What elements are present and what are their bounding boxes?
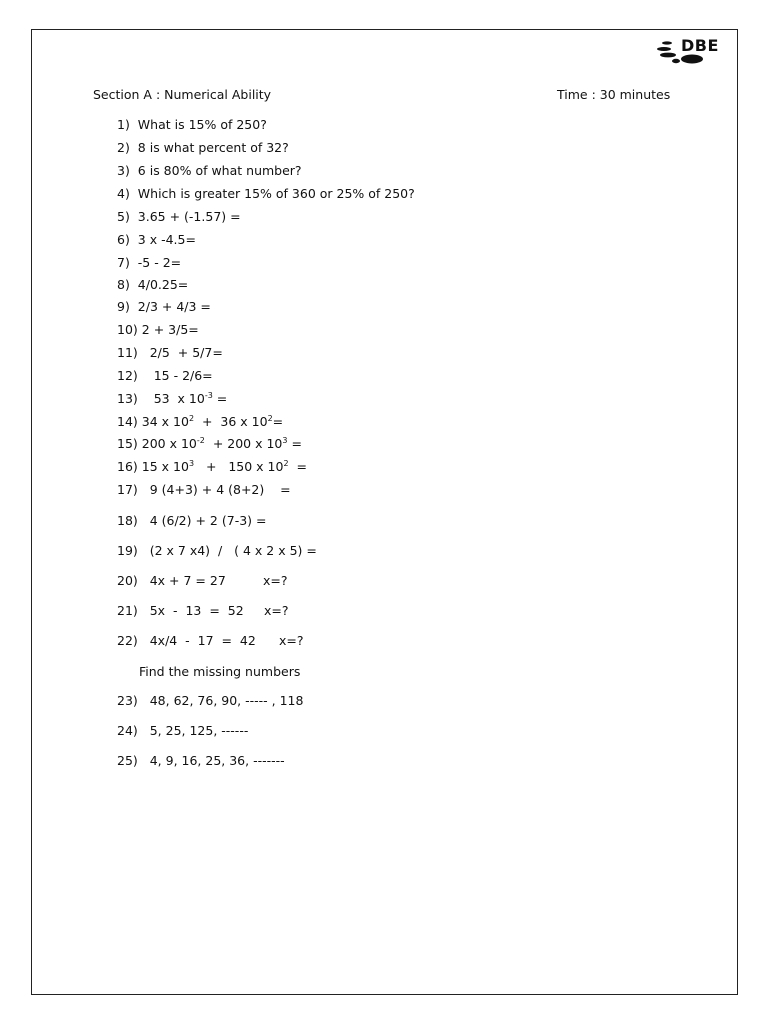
question-1: [117, 117, 267, 133]
exponent: 3: [282, 436, 288, 445]
question-number: 8): [117, 277, 130, 292]
question-number: 10): [117, 322, 138, 337]
question-text: 2/3 + 4/3 =: [137, 299, 211, 314]
question-25: [117, 753, 285, 769]
question-19: [117, 543, 317, 559]
question-7: [117, 255, 181, 271]
question-text: 4/0.25=: [137, 277, 189, 292]
question-16: [117, 459, 307, 475]
time-limit: Time : 30 minutes: [557, 87, 671, 102]
question-6: [117, 232, 196, 248]
answer-prompt: x=?: [264, 603, 289, 618]
question-text: 4x/4 - 17 = 42: [149, 633, 256, 648]
question-text: 53 x 10: [153, 391, 205, 406]
question-number: 11): [117, 345, 138, 360]
question-text: + 150 x 10: [194, 459, 284, 474]
question-number: 19): [117, 543, 138, 558]
question-number: 4): [117, 186, 130, 201]
question-number: 22): [117, 633, 138, 648]
exponent: -3: [204, 391, 213, 400]
question-number: 2): [117, 140, 130, 155]
question-text: 3 x -4.5=: [137, 232, 196, 247]
question-text: =: [212, 391, 228, 406]
question-text: 9 (4+3) + 4 (8+2) =: [149, 482, 291, 497]
question-10: [117, 322, 199, 338]
question-number: 1): [117, 117, 130, 132]
question-number: 20): [117, 573, 138, 588]
question-text: + 36 x 10: [194, 414, 268, 429]
question-12: [117, 368, 213, 384]
question-text: -5 - 2=: [137, 255, 182, 270]
exponent: 2: [283, 459, 289, 468]
answer-prompt: x=?: [279, 633, 304, 648]
missing-numbers-heading: Find the missing numbers: [139, 664, 301, 679]
question-9: [117, 299, 211, 315]
question-22: [117, 633, 304, 649]
question-text: =: [288, 459, 307, 474]
question-18: [117, 513, 266, 529]
question-text: 2 + 3/5=: [141, 322, 199, 337]
question-text: (2 x 7 x4) / ( 4 x 2 x 5) =: [149, 543, 317, 558]
question-text: 34 x 10: [141, 414, 189, 429]
question-number: 9): [117, 299, 130, 314]
question-text: 4x + 7 = 27: [149, 573, 226, 588]
question-text: 5x - 13 = 52: [149, 603, 244, 618]
question-number: 21): [117, 603, 138, 618]
question-number: 25): [117, 753, 138, 768]
question-number: 5): [117, 209, 130, 224]
section-title: Section A : Numerical Ability: [93, 87, 272, 102]
question-number: 14): [117, 414, 138, 429]
question-number: 13): [117, 391, 138, 406]
question-number: 12): [117, 368, 138, 383]
dbe-logo-text: DBE: [681, 36, 719, 55]
question-text: 3.65 + (-1.57) =: [137, 209, 241, 224]
question-text: 5, 25, 125, ------: [149, 723, 249, 738]
question-text: =: [287, 436, 302, 451]
question-13: [117, 391, 227, 407]
question-text: 6 is 80% of what number?: [137, 163, 302, 178]
question-text: 15 x 10: [141, 459, 189, 474]
question-17: [117, 482, 291, 498]
question-number: 17): [117, 482, 138, 497]
question-15: [117, 436, 302, 452]
question-text: + 200 x 10: [204, 436, 283, 451]
question-23: [117, 693, 303, 709]
question-number: 15): [117, 436, 138, 451]
exponent: 3: [188, 459, 195, 468]
question-5: [117, 209, 241, 225]
question-number: 6): [117, 232, 130, 247]
question-3: [117, 163, 302, 179]
question-text: =: [272, 414, 284, 429]
question-20: [117, 573, 288, 589]
question-24: [117, 723, 248, 739]
question-text: 15 - 2/6=: [153, 368, 213, 383]
question-text: 2/5 + 5/7=: [149, 345, 223, 360]
question-number: 7): [117, 255, 130, 270]
exponent: -2: [196, 436, 205, 445]
question-11: [117, 345, 223, 361]
question-number: 3): [117, 163, 130, 178]
question-number: 16): [117, 459, 138, 474]
question-number: 23): [117, 693, 138, 708]
question-number: 18): [117, 513, 138, 528]
question-number: 24): [117, 723, 138, 738]
question-text: 200 x 10: [141, 436, 197, 451]
question-14: [117, 414, 283, 430]
answer-prompt: x=?: [263, 573, 288, 588]
question-text: 4 (6/2) + 2 (7-3) =: [149, 513, 267, 528]
question-4: [117, 186, 415, 202]
exponent: 2: [188, 414, 195, 423]
question-21: [117, 603, 289, 619]
exponent: 2: [267, 414, 273, 423]
question-text: 48, 62, 76, 90, ----- , 118: [149, 693, 304, 708]
question-text: 4, 9, 16, 25, 36, -------: [149, 753, 285, 768]
question-text: Which is greater 15% of 360 or 25% of 250?: [137, 186, 415, 201]
question-8: [117, 277, 188, 293]
question-text: 8 is what percent of 32?: [137, 140, 289, 155]
question-text: What is 15% of 250?: [137, 117, 267, 132]
question-2: [117, 140, 289, 156]
